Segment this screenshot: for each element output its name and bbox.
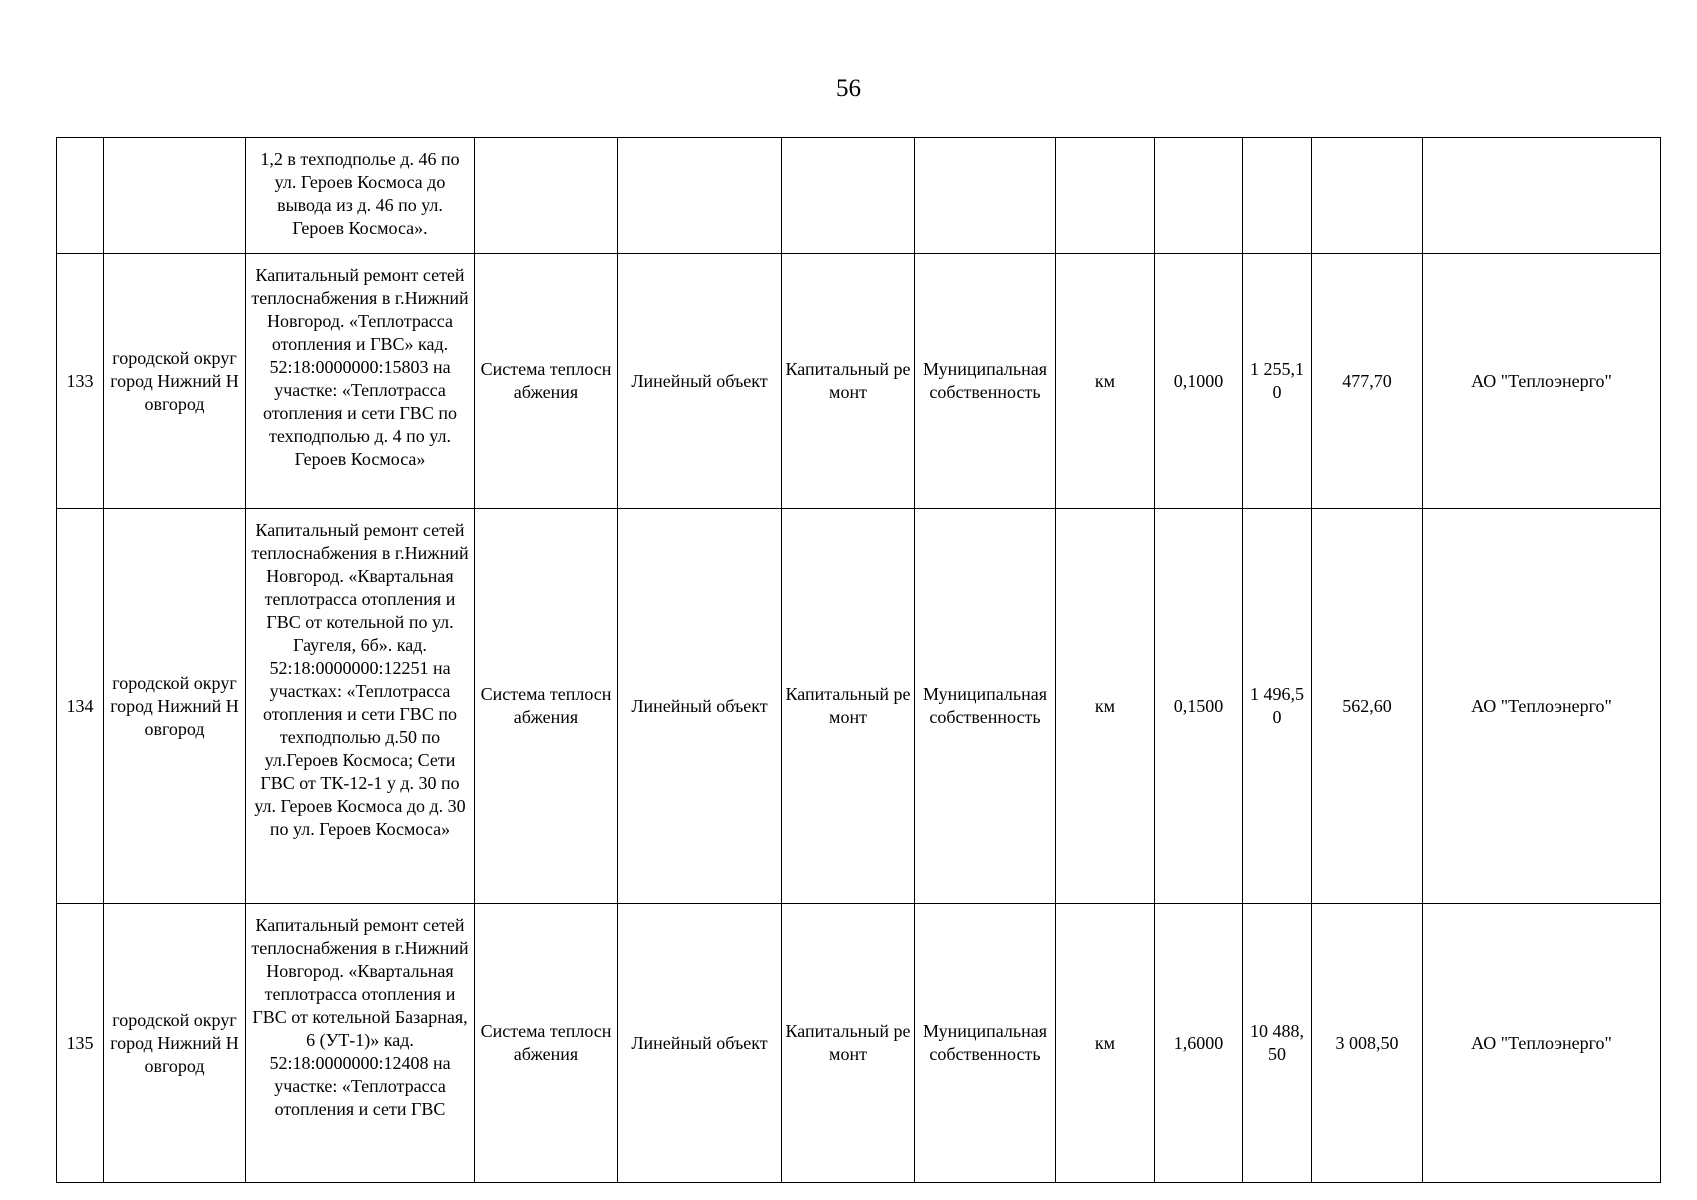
cost-cell: 1 496,50 xyxy=(1243,509,1312,904)
ownership-cell xyxy=(915,138,1056,254)
organization-cell xyxy=(1423,138,1661,254)
object-type-cell: Линейный объект xyxy=(618,509,782,904)
system-cell xyxy=(475,138,618,254)
description-cell: Капитальный ремонт сетей теплоснабжения в г.Нижний Новгород. «Квартальная теплотрасса отопления и ГВС от котельной по ул. Гаугеля, 6б». кад. 52:18:0000000:12251 на участках: «Теплотрасса отопления и сети ГВС по техподполью д.50 по ул.Героев Космоса; Сети ГВС от ТК-12-1 у д. 30 по ул. Героев Космоса до д. 30 по ул. Героев Космоса» xyxy=(246,509,475,904)
quantity-cell: 0,1500 xyxy=(1155,509,1243,904)
amount-cell: 477,70 xyxy=(1312,254,1423,509)
table-row xyxy=(57,509,1661,904)
organization-cell: АО "Теплоэнерго" xyxy=(1423,254,1661,509)
amount-cell: 562,60 xyxy=(1312,509,1423,904)
row-number: 135 xyxy=(57,904,104,1183)
cost-cell xyxy=(1243,138,1312,254)
amount-cell xyxy=(1312,138,1423,254)
system-cell: Система теплоснабжения xyxy=(475,509,618,904)
amount-cell: 3 008,50 xyxy=(1312,904,1423,1183)
system-cell: Система теплоснабжения xyxy=(475,254,618,509)
table-row xyxy=(57,904,1661,1183)
cost-cell: 1 255,10 xyxy=(1243,254,1312,509)
work-type-cell: Капитальный ремонт xyxy=(782,254,915,509)
row-number: 134 xyxy=(57,509,104,904)
object-type-cell xyxy=(618,138,782,254)
system-cell: Система теплоснабжения xyxy=(475,904,618,1183)
table-row xyxy=(57,138,1661,254)
cost-cell: 10 488,50 xyxy=(1243,904,1312,1183)
district-cell xyxy=(104,138,246,254)
object-type-cell: Линейный объект xyxy=(618,904,782,1183)
organization-cell: АО "Теплоэнерго" xyxy=(1423,904,1661,1183)
quantity-cell: 1,6000 xyxy=(1155,904,1243,1183)
ownership-cell: Муниципальная собственность xyxy=(915,509,1056,904)
row-number: 133 xyxy=(57,254,104,509)
description-cell: Капитальный ремонт сетей теплоснабжения в г.Нижний Новгород. «Квартальная теплотрасса отопления и ГВС от котельной Базарная, 6 (УТ-1)» кад. 52:18:0000000:12408 на участке: «Теплотрасса отопления и сети ГВС xyxy=(246,904,475,1183)
quantity-cell xyxy=(1155,138,1243,254)
ownership-cell: Муниципальная собственность xyxy=(915,254,1056,509)
page-number: 56 xyxy=(836,75,861,102)
quantity-cell: 0,1000 xyxy=(1155,254,1243,509)
work-type-cell: Капитальный ремонт xyxy=(782,509,915,904)
row-number xyxy=(57,138,104,254)
unit-cell: км xyxy=(1056,904,1155,1183)
district-cell: городской округ город Нижний Новгород xyxy=(104,254,246,509)
description-cell: Капитальный ремонт сетей теплоснабжения в г.Нижний Новгород. «Теплотрасса отопления и ГВС» кад. 52:18:0000000:15803 на участке: «Теплотрасса отопления и сети ГВС по техподполью д. 4 по ул. Героев Космоса» xyxy=(246,254,475,509)
district-cell: городской округ город Нижний Новгород xyxy=(104,904,246,1183)
unit-cell xyxy=(1056,138,1155,254)
description-cell: 1,2 в техподполье д. 46 по ул. Героев Космоса до вывода из д. 46 по ул. Героев Космоса». xyxy=(246,138,475,254)
district-cell: городской округ город Нижний Новгород xyxy=(104,509,246,904)
organization-cell: АО "Теплоэнерго" xyxy=(1423,509,1661,904)
object-type-cell: Линейный объект xyxy=(618,254,782,509)
unit-cell: км xyxy=(1056,254,1155,509)
work-type-cell xyxy=(782,138,915,254)
ownership-cell: Муниципальная собственность xyxy=(915,904,1056,1183)
table-row xyxy=(57,254,1661,509)
unit-cell: км xyxy=(1056,509,1155,904)
projects-table xyxy=(56,137,1661,1183)
work-type-cell: Капитальный ремонт xyxy=(782,904,915,1183)
